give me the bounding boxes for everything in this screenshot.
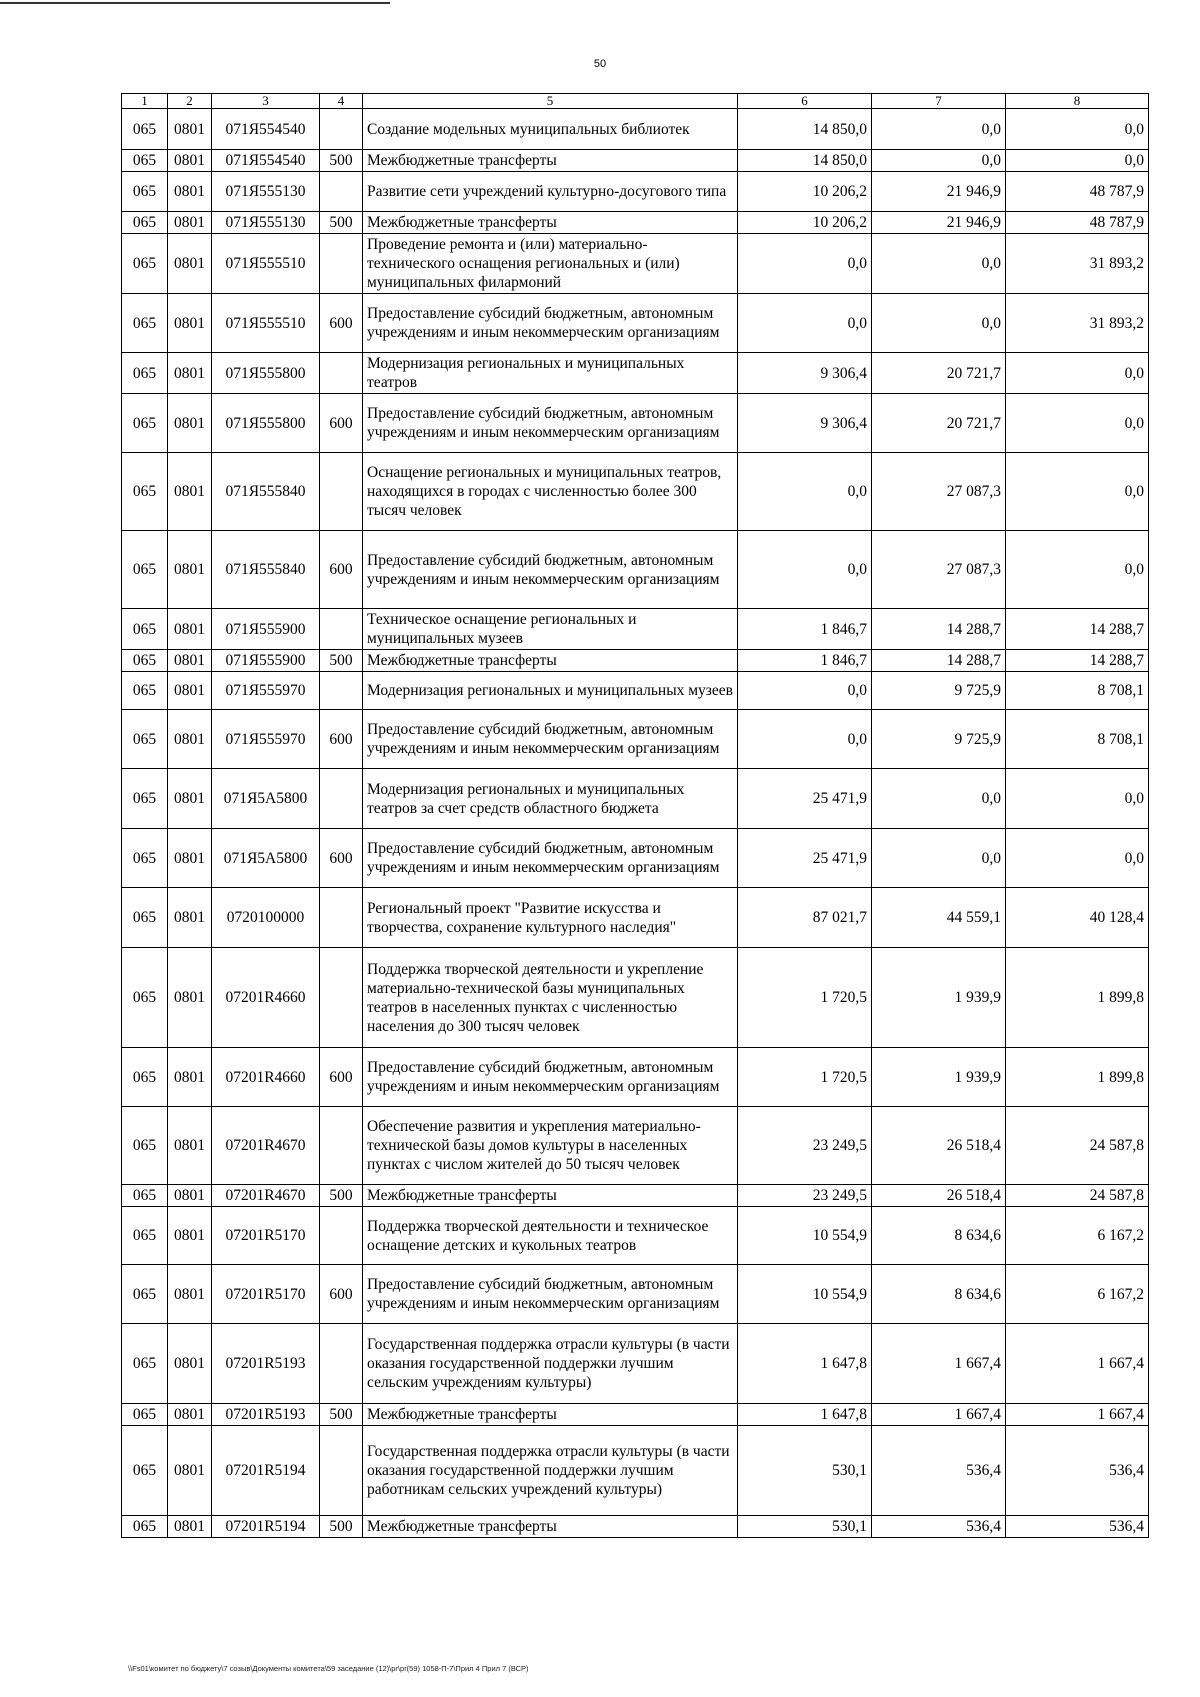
table-row (122, 172, 1149, 212)
department-code: 065 (122, 234, 168, 294)
table-row (122, 1185, 1149, 1207)
amount-year-2: 536,4 (872, 1516, 1006, 1538)
department-code: 065 (122, 769, 168, 829)
amount-year-1: 9 306,4 (738, 353, 872, 394)
amount-year-1: 23 249,5 (738, 1185, 872, 1207)
department-code: 065 (122, 1324, 168, 1404)
section-code: 0801 (168, 531, 212, 609)
target-article-code: 07201R5193 (212, 1404, 320, 1426)
table-row (122, 453, 1149, 531)
target-article-code: 071Я555510 (212, 294, 320, 353)
amount-year-1: 9 306,4 (738, 394, 872, 453)
table-row (122, 1207, 1149, 1265)
target-article-code: 071Я555970 (212, 672, 320, 710)
table-row (122, 294, 1149, 353)
item-name: Предоставление субсидий бюджетным, автономным учреждениям и иным некоммерческим организациям (363, 294, 738, 353)
footer-file-path: \\Fs01\комитет по бюджету\7 созыв\Документы комитета\59 заседание (12)\pr\pr(59) 1058-П-7\Прил 4 Прил 7 (ВСР) (128, 1664, 529, 1673)
expense-type-code (320, 609, 363, 650)
amount-year-1: 10 554,9 (738, 1207, 872, 1265)
amount-year-1: 0,0 (738, 294, 872, 353)
table-row (122, 948, 1149, 1048)
section-code: 0801 (168, 394, 212, 453)
department-code: 065 (122, 609, 168, 650)
amount-year-3: 1 899,8 (1006, 948, 1149, 1048)
amount-year-1: 1 720,5 (738, 1048, 872, 1107)
table-row (122, 150, 1149, 172)
budget-table (121, 93, 1149, 1538)
expense-type-code (320, 1324, 363, 1404)
amount-year-2: 20 721,7 (872, 353, 1006, 394)
amount-year-3: 0,0 (1006, 829, 1149, 888)
department-code: 065 (122, 531, 168, 609)
target-article-code: 071Я555800 (212, 394, 320, 453)
section-code: 0801 (168, 888, 212, 948)
column-header: 2 (168, 94, 212, 109)
amount-year-3: 6 167,2 (1006, 1265, 1149, 1324)
amount-year-2: 8 634,6 (872, 1265, 1006, 1324)
section-code: 0801 (168, 1426, 212, 1516)
section-code: 0801 (168, 1107, 212, 1185)
target-article-code: 071Я554540 (212, 150, 320, 172)
target-article-code: 071Я555840 (212, 531, 320, 609)
amount-year-3: 536,4 (1006, 1516, 1149, 1538)
amount-year-2: 0,0 (872, 769, 1006, 829)
section-code: 0801 (168, 150, 212, 172)
amount-year-1: 0,0 (738, 710, 872, 769)
item-name: Модернизация региональных и муниципальных музеев (363, 672, 738, 710)
amount-year-2: 0,0 (872, 109, 1006, 150)
amount-year-1: 530,1 (738, 1426, 872, 1516)
amount-year-1: 25 471,9 (738, 829, 872, 888)
amount-year-2: 0,0 (872, 234, 1006, 294)
department-code: 065 (122, 453, 168, 531)
item-name: Предоставление субсидий бюджетным, автономным учреждениям и иным некоммерческим организациям (363, 394, 738, 453)
amount-year-3: 14 288,7 (1006, 650, 1149, 672)
amount-year-1: 530,1 (738, 1516, 872, 1538)
table-row (122, 234, 1149, 294)
item-name: Техническое оснащение региональных и муниципальных музеев (363, 609, 738, 650)
department-code: 065 (122, 1048, 168, 1107)
amount-year-1: 0,0 (738, 672, 872, 710)
section-code: 0801 (168, 609, 212, 650)
expense-type-code: 500 (320, 1404, 363, 1426)
item-name: Модернизация региональных и муниципальных театров за счет средств областного бюджета (363, 769, 738, 829)
expense-type-code: 600 (320, 1265, 363, 1324)
amount-year-2: 44 559,1 (872, 888, 1006, 948)
table-row (122, 769, 1149, 829)
amount-year-1: 1 846,7 (738, 650, 872, 672)
item-name: Поддержка творческой деятельности и техническое оснащение детских и кукольных театров (363, 1207, 738, 1265)
scan-edge-line (0, 2, 390, 4)
section-code: 0801 (168, 234, 212, 294)
target-article-code: 071Я555130 (212, 212, 320, 234)
section-code: 0801 (168, 294, 212, 353)
column-header: 8 (1006, 94, 1149, 109)
section-code: 0801 (168, 353, 212, 394)
section-code: 0801 (168, 1265, 212, 1324)
target-article-code: 07201R4660 (212, 1048, 320, 1107)
amount-year-3: 0,0 (1006, 769, 1149, 829)
section-code: 0801 (168, 829, 212, 888)
amount-year-1: 23 249,5 (738, 1107, 872, 1185)
column-header: 6 (738, 94, 872, 109)
table-row (122, 109, 1149, 150)
amount-year-3: 0,0 (1006, 531, 1149, 609)
target-article-code: 0720100000 (212, 888, 320, 948)
item-name: Государственная поддержка отрасли культуры (в части оказания государственной поддержки лучшим работникам сельских учреждений культуры) (363, 1426, 738, 1516)
page-number: 50 (593, 58, 607, 70)
section-code: 0801 (168, 1207, 212, 1265)
amount-year-3: 0,0 (1006, 353, 1149, 394)
table-row (122, 1404, 1149, 1426)
amount-year-3: 0,0 (1006, 150, 1149, 172)
table-row (122, 353, 1149, 394)
expense-type-code (320, 172, 363, 212)
department-code: 065 (122, 1516, 168, 1538)
table-row (122, 531, 1149, 609)
section-code: 0801 (168, 212, 212, 234)
amount-year-2: 0,0 (872, 294, 1006, 353)
department-code: 065 (122, 212, 168, 234)
department-code: 065 (122, 150, 168, 172)
section-code: 0801 (168, 710, 212, 769)
expense-type-code: 600 (320, 1048, 363, 1107)
expense-type-code: 500 (320, 650, 363, 672)
amount-year-1: 14 850,0 (738, 109, 872, 150)
amount-year-1: 1 846,7 (738, 609, 872, 650)
section-code: 0801 (168, 453, 212, 531)
target-article-code: 071Я555130 (212, 172, 320, 212)
amount-year-2: 0,0 (872, 150, 1006, 172)
item-name: Региональный проект "Развитие искусства и творчества, сохранение культурного наследия" (363, 888, 738, 948)
section-code: 0801 (168, 672, 212, 710)
table-row (122, 1516, 1149, 1538)
expense-type-code: 500 (320, 212, 363, 234)
table-row (122, 672, 1149, 710)
amount-year-2: 9 725,9 (872, 710, 1006, 769)
expense-type-code: 600 (320, 294, 363, 353)
section-code: 0801 (168, 1516, 212, 1538)
item-name: Предоставление субсидий бюджетным, автономным учреждениям и иным некоммерческим организациям (363, 1265, 738, 1324)
target-article-code: 071Я555900 (212, 650, 320, 672)
amount-year-3: 24 587,8 (1006, 1185, 1149, 1207)
expense-type-code: 500 (320, 1185, 363, 1207)
amount-year-1: 87 021,7 (738, 888, 872, 948)
department-code: 065 (122, 1426, 168, 1516)
column-header: 3 (212, 94, 320, 109)
target-article-code: 071Я554540 (212, 109, 320, 150)
expense-type-code: 600 (320, 829, 363, 888)
item-name: Предоставление субсидий бюджетным, автономным учреждениям и иным некоммерческим организациям (363, 531, 738, 609)
table-row (122, 1048, 1149, 1107)
table-row (122, 829, 1149, 888)
department-code: 065 (122, 710, 168, 769)
amount-year-2: 1 667,4 (872, 1324, 1006, 1404)
item-name: Межбюджетные трансферты (363, 150, 738, 172)
target-article-code: 071Я555510 (212, 234, 320, 294)
amount-year-1: 1 647,8 (738, 1404, 872, 1426)
item-name: Обеспечение развития и укрепления материально-технической базы домов культуры в населенных пунктах с числом жителей до 50 тысяч человек (363, 1107, 738, 1185)
item-name: Развитие сети учреждений культурно-досугового типа (363, 172, 738, 212)
item-name: Проведение ремонта и (или) материально-технического оснащения региональных и (или) муниципальных филармоний (363, 234, 738, 294)
item-name: Межбюджетные трансферты (363, 1516, 738, 1538)
department-code: 065 (122, 888, 168, 948)
section-code: 0801 (168, 650, 212, 672)
table-row (122, 1107, 1149, 1185)
section-code: 0801 (168, 948, 212, 1048)
table-header-row (122, 94, 1149, 109)
amount-year-3: 1 667,4 (1006, 1404, 1149, 1426)
section-code: 0801 (168, 1324, 212, 1404)
column-header: 7 (872, 94, 1006, 109)
amount-year-3: 31 893,2 (1006, 294, 1149, 353)
item-name: Государственная поддержка отрасли культуры (в части оказания государственной поддержки лучшим сельским учреждениям культуры) (363, 1324, 738, 1404)
expense-type-code (320, 353, 363, 394)
table-row (122, 888, 1149, 948)
column-header: 1 (122, 94, 168, 109)
target-article-code: 071Я5А5800 (212, 769, 320, 829)
item-name: Оснащение региональных и муниципальных театров, находящихся в городах с численностью более 300 тысяч человек (363, 453, 738, 531)
amount-year-3: 48 787,9 (1006, 172, 1149, 212)
department-code: 065 (122, 394, 168, 453)
amount-year-2: 14 288,7 (872, 650, 1006, 672)
column-header: 5 (363, 94, 738, 109)
expense-type-code (320, 672, 363, 710)
column-header: 4 (320, 94, 363, 109)
expense-type-code (320, 234, 363, 294)
target-article-code: 071Я555840 (212, 453, 320, 531)
amount-year-1: 10 206,2 (738, 212, 872, 234)
section-code: 0801 (168, 109, 212, 150)
department-code: 065 (122, 1185, 168, 1207)
amount-year-2: 1 939,9 (872, 948, 1006, 1048)
item-name: Предоставление субсидий бюджетным, автономным учреждениям и иным некоммерческим организациям (363, 829, 738, 888)
table-row (122, 710, 1149, 769)
table-row (122, 1426, 1149, 1516)
item-name: Предоставление субсидий бюджетным, автономным учреждениям и иным некоммерческим организациям (363, 1048, 738, 1107)
amount-year-2: 8 634,6 (872, 1207, 1006, 1265)
item-name: Модернизация региональных и муниципальных театров (363, 353, 738, 394)
amount-year-3: 8 708,1 (1006, 672, 1149, 710)
section-code: 0801 (168, 172, 212, 212)
table-row (122, 650, 1149, 672)
item-name: Предоставление субсидий бюджетным, автономным учреждениям и иным некоммерческим организациям (363, 710, 738, 769)
amount-year-2: 20 721,7 (872, 394, 1006, 453)
department-code: 065 (122, 829, 168, 888)
amount-year-3: 24 587,8 (1006, 1107, 1149, 1185)
expense-type-code (320, 769, 363, 829)
amount-year-2: 26 518,4 (872, 1107, 1006, 1185)
section-code: 0801 (168, 1048, 212, 1107)
target-article-code: 07201R4670 (212, 1107, 320, 1185)
amount-year-2: 26 518,4 (872, 1185, 1006, 1207)
target-article-code: 07201R4660 (212, 948, 320, 1048)
amount-year-1: 0,0 (738, 531, 872, 609)
table-row (122, 609, 1149, 650)
amount-year-2: 21 946,9 (872, 212, 1006, 234)
amount-year-1: 10 554,9 (738, 1265, 872, 1324)
item-name: Межбюджетные трансферты (363, 1404, 738, 1426)
item-name: Межбюджетные трансферты (363, 1185, 738, 1207)
amount-year-2: 14 288,7 (872, 609, 1006, 650)
department-code: 065 (122, 353, 168, 394)
expense-type-code (320, 1426, 363, 1516)
item-name: Межбюджетные трансферты (363, 650, 738, 672)
department-code: 065 (122, 1265, 168, 1324)
amount-year-3: 1 667,4 (1006, 1324, 1149, 1404)
department-code: 065 (122, 650, 168, 672)
amount-year-2: 0,0 (872, 829, 1006, 888)
section-code: 0801 (168, 769, 212, 829)
amount-year-3: 8 708,1 (1006, 710, 1149, 769)
expense-type-code: 600 (320, 394, 363, 453)
department-code: 065 (122, 1207, 168, 1265)
department-code: 065 (122, 172, 168, 212)
target-article-code: 07201R5194 (212, 1516, 320, 1538)
amount-year-3: 536,4 (1006, 1426, 1149, 1516)
department-code: 065 (122, 294, 168, 353)
amount-year-3: 1 899,8 (1006, 1048, 1149, 1107)
expense-type-code (320, 1207, 363, 1265)
amount-year-3: 40 128,4 (1006, 888, 1149, 948)
expense-type-code: 600 (320, 710, 363, 769)
target-article-code: 07201R5193 (212, 1324, 320, 1404)
table-row (122, 212, 1149, 234)
amount-year-3: 6 167,2 (1006, 1207, 1149, 1265)
target-article-code: 071Я555970 (212, 710, 320, 769)
department-code: 065 (122, 672, 168, 710)
target-article-code: 07201R5194 (212, 1426, 320, 1516)
target-article-code: 07201R5170 (212, 1265, 320, 1324)
amount-year-1: 0,0 (738, 234, 872, 294)
table-row (122, 1265, 1149, 1324)
amount-year-2: 9 725,9 (872, 672, 1006, 710)
amount-year-1: 0,0 (738, 453, 872, 531)
item-name: Межбюджетные трансферты (363, 212, 738, 234)
expense-type-code: 500 (320, 1516, 363, 1538)
amount-year-2: 1 939,9 (872, 1048, 1006, 1107)
table-row (122, 1324, 1149, 1404)
target-article-code: 071Я555900 (212, 609, 320, 650)
target-article-code: 07201R5170 (212, 1207, 320, 1265)
expense-type-code (320, 109, 363, 150)
item-name: Поддержка творческой деятельности и укрепление материально-технической базы муниципальных театров в населенных пунктах с численностью населения до 300 тысяч человек (363, 948, 738, 1048)
amount-year-1: 1 647,8 (738, 1324, 872, 1404)
expense-type-code (320, 948, 363, 1048)
amount-year-3: 48 787,9 (1006, 212, 1149, 234)
amount-year-3: 31 893,2 (1006, 234, 1149, 294)
target-article-code: 071Я555800 (212, 353, 320, 394)
section-code: 0801 (168, 1404, 212, 1426)
amount-year-3: 14 288,7 (1006, 609, 1149, 650)
amount-year-1: 1 720,5 (738, 948, 872, 1048)
amount-year-1: 10 206,2 (738, 172, 872, 212)
amount-year-1: 25 471,9 (738, 769, 872, 829)
amount-year-3: 0,0 (1006, 394, 1149, 453)
expense-type-code (320, 453, 363, 531)
amount-year-2: 27 087,3 (872, 453, 1006, 531)
target-article-code: 07201R4670 (212, 1185, 320, 1207)
amount-year-2: 1 667,4 (872, 1404, 1006, 1426)
department-code: 065 (122, 948, 168, 1048)
item-name: Создание модельных муниципальных библиотек (363, 109, 738, 150)
expense-type-code (320, 1107, 363, 1185)
table-row (122, 394, 1149, 453)
amount-year-3: 0,0 (1006, 453, 1149, 531)
department-code: 065 (122, 109, 168, 150)
amount-year-3: 0,0 (1006, 109, 1149, 150)
table-body (122, 109, 1149, 1538)
department-code: 065 (122, 1107, 168, 1185)
department-code: 065 (122, 1404, 168, 1426)
amount-year-2: 536,4 (872, 1426, 1006, 1516)
expense-type-code (320, 888, 363, 948)
target-article-code: 071Я5А5800 (212, 829, 320, 888)
amount-year-2: 27 087,3 (872, 531, 1006, 609)
expense-type-code: 500 (320, 150, 363, 172)
section-code: 0801 (168, 1185, 212, 1207)
expense-type-code: 600 (320, 531, 363, 609)
amount-year-2: 21 946,9 (872, 172, 1006, 212)
amount-year-1: 14 850,0 (738, 150, 872, 172)
